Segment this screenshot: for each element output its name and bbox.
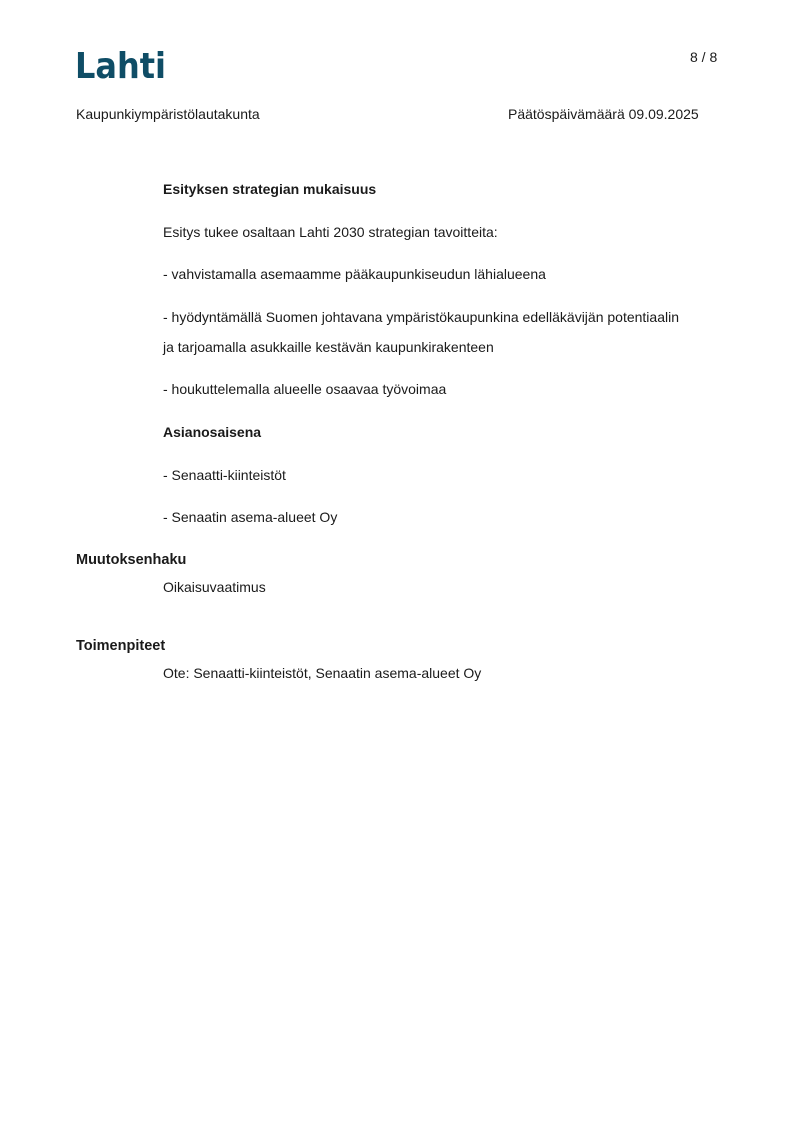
strategy-point: - hyödyntämällä Suomen johtavana ympäristökaupunkina edelläkävijän potentiaalin — [163, 309, 679, 325]
parties-heading: Asianosaisena — [163, 424, 262, 440]
lahti-logo — [75, 46, 167, 87]
party-item: - Senaatin asema-alueet Oy — [163, 509, 338, 525]
strategy-intro: Esitys tukee osaltaan Lahti 2030 strategian tavoitteita: — [163, 224, 498, 240]
actions-heading: Toimenpiteet — [76, 638, 166, 654]
actions-text: Ote: Senaatti-kiinteistöt, Senaatin asema-alueet Oy — [163, 665, 482, 681]
strategy-point: - houkuttelemalla alueelle osaavaa työvoimaa — [163, 381, 447, 397]
strategy-point: - vahvistamalla asemaamme pääkaupunkiseudun lähialueena — [163, 266, 546, 282]
decision-date: Päätöspäivämäärä 09.09.2025 — [508, 106, 699, 122]
party-item: - Senaatti-kiinteistöt — [163, 467, 286, 483]
committee-name: Kaupunkiympäristölautakunta — [76, 106, 260, 122]
strategy-point: ja tarjoamalla asukkaille kestävän kaupunkirakenteen — [163, 339, 494, 355]
page-number: 8 / 8 — [690, 49, 718, 65]
svg-text:Lahti: Lahti — [75, 46, 166, 87]
appeal-heading: Muutoksenhaku — [76, 552, 187, 568]
strategy-heading: Esityksen strategian mukaisuus — [163, 181, 377, 197]
appeal-text: Oikaisuvaatimus — [163, 579, 266, 595]
